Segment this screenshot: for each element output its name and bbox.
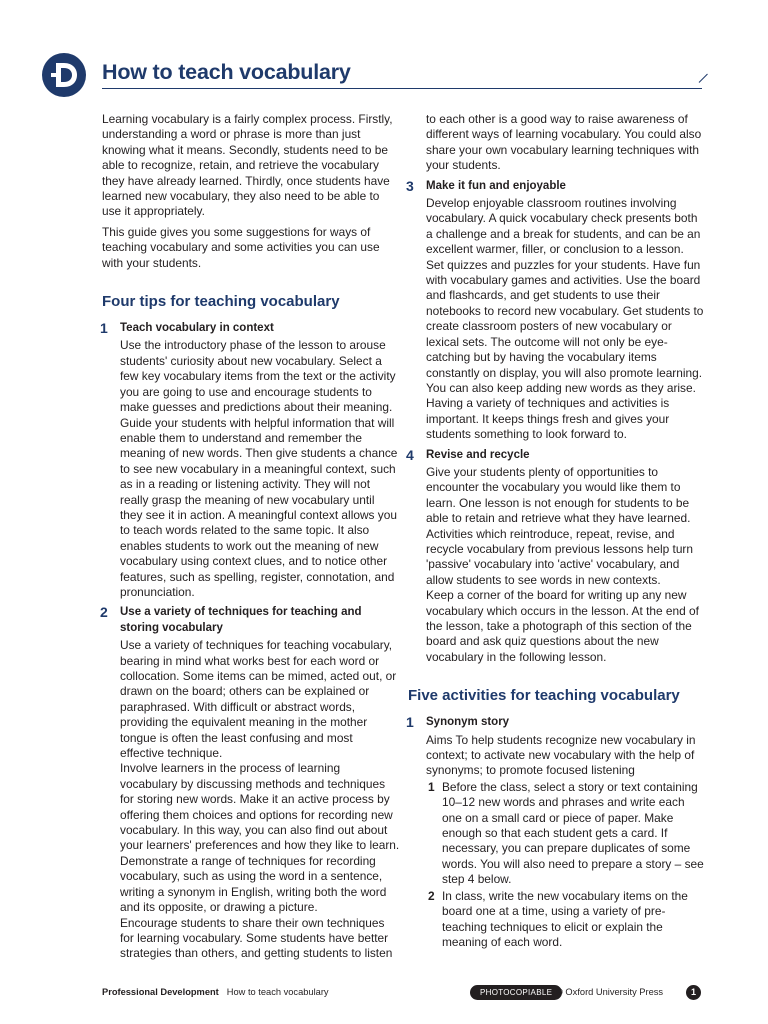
step-text: Before the class, select a story or text containing 10–12 new words and phrases and write each one on a small card or piece of paper. Make enough so that each student gets a card. If necessary, you can prepare duplicates of some words. You will also need to prepare a story – see step 4 below. bbox=[442, 779, 704, 887]
left-column bbox=[102, 112, 400, 962]
tips-heading: Four tips for teaching vocabulary bbox=[102, 293, 340, 311]
tip-paragraph: Develop enjoyable classroom routines involving vocabulary. A quick vocabulary check presents both a challenge and a break for students, and can be an excellent warmer, filler, or conclusion to a lesson. Set quizzes and puzzles for your students. Have fun with vocabulary games and activities. Use the board and flashcards, and get students to use their notebooks to record new vocabulary. Get students to create classroom posters of new vocabulary or lexical sets. The outcome will not only be eye-catching but by having the vocabulary items constantly on display, you will also promote learning. You can also keep adding new words as they arise. Having a variety of techniques and activities is important. It keeps things fresh and gives your students something to look forward to. bbox=[426, 196, 704, 442]
activity-item bbox=[408, 715, 704, 950]
footer-series-info bbox=[102, 987, 329, 997]
right-column bbox=[408, 112, 704, 950]
page-number: 1 bbox=[686, 985, 701, 1000]
activities-heading: Five activities for teaching vocabulary bbox=[408, 687, 680, 705]
activity-heading: Synonym story bbox=[426, 716, 510, 729]
tip-item bbox=[408, 179, 704, 443]
activity-aims bbox=[426, 733, 704, 779]
intro-paragraph: This guide gives you some suggestions for ways of teaching vocabulary and some activities you can use with your students. bbox=[102, 224, 380, 270]
tip-heading: Make it fun and enjoyable bbox=[426, 179, 566, 192]
tip-number: 4 bbox=[406, 446, 414, 463]
tip-paragraph: Keep a corner of the board for writing up any new vocabulary which occurs in the lesson. At the end of the lesson, take a photograph of this section of the board and ask quiz questions about the new vocabulary in the following lesson. bbox=[426, 588, 699, 664]
activity-step bbox=[428, 889, 704, 951]
activity-step bbox=[428, 780, 704, 888]
aims-text: To help students recognize new vocabulary in context; to activate new vocabulary with the help of synonyms; to promote focused listening bbox=[426, 732, 696, 778]
step-number: 2 bbox=[428, 888, 435, 903]
tip-heading: Teach vocabulary in context bbox=[120, 322, 274, 335]
publisher-logo-icon bbox=[42, 53, 86, 97]
tip-heading: Use a variety of techniques for teaching and storing vocabulary bbox=[120, 606, 362, 634]
intro-paragraph: Learning vocabulary is a fairly complex process. Firstly, understanding a word or phrase is more than just knowing what it means. Secondly, students need to be able to recognize, retain, and retrieve the vocabulary they have already learned. Thirdly, once students have learned new vocabulary, they also need to be able to use it appropriately. bbox=[102, 112, 393, 219]
aims-label: Aims bbox=[426, 732, 453, 747]
tip-heading: Revise and recycle bbox=[426, 448, 530, 461]
copyright-notice: © Oxford University Press bbox=[556, 987, 664, 997]
tip-number: 3 bbox=[406, 177, 414, 194]
step-number: 1 bbox=[428, 779, 435, 794]
step-text: In class, write the new vocabulary items on the board one at a time, using a variety of pre-teaching techniques to elicit or explain the meaning of each word. bbox=[442, 888, 688, 949]
title-rule bbox=[102, 88, 702, 89]
tip-paragraph: Give your students plenty of opportunities to encounter the vocabulary you would like them to learn. One lesson is not enough for students to be able to retain and retrieve what they have learned. Activities which reintroduce, repeat, revise, and recycle vocabulary from previous lessons help turn 'passive' vocabulary into 'active' vocabulary, and allow students to see words in new contexts. bbox=[426, 464, 693, 587]
footer-series: Professional Development bbox=[102, 987, 219, 997]
tip-paragraph: Involve learners in the process of learning vocabulary by discussing methods and techniques for storing new words. Make it an active process by offering them choices and options for recording new vocabulary. In this way, you can also find out about your learners' preferences and how they like to learn. Demonstrate a range of techniques for recording vocabulary, such as using the word in a sentence, writing a synonym in English, writing both the word and its opposite, or drawing a picture. bbox=[120, 761, 400, 915]
page-title: How to teach vocabulary bbox=[102, 60, 351, 84]
tip-paragraph: Use the introductory phase of the lesson to arouse students' curiosity about new vocabulary. Select a few key vocabulary items from the text or the activity you are going to use and encourage students to make guesses and predictions about their meaning. Guide your students with helpful information that will enable them to understand and remember the meaning of new words. Then give students a chance to see new vocabulary in a meaningful context, such as in a reading or listening activity. They will not really grasp the meaning of new vocabulary until they see it in action. A meaningful context allows you to teach words related to the same topic. It also enables students to work out the meaning of new vocabulary using context clues, and to notice other features, such as spelling, register, connotation, and pronunciation. bbox=[120, 338, 398, 599]
photocopiable-badge: PHOTOCOPIABLE bbox=[470, 985, 562, 1000]
tip-paragraph-continuation: to each other is a good way to raise awareness of different ways of learning vocabulary. You could also share your own vocabulary learning techniques with your students. bbox=[426, 112, 702, 173]
footer-doc-title: How to teach vocabulary bbox=[226, 987, 329, 997]
tip-item bbox=[102, 321, 400, 600]
tip-paragraph-continued: Encourage students to share their own techniques for learning vocabulary. Some students have better strategies than others, and getting students to listen bbox=[120, 915, 393, 961]
activity-number: 1 bbox=[406, 714, 414, 731]
tip-paragraph: Use a variety of techniques for teaching vocabulary, bearing in mind what works best for each word or collocation. Some items can be mimed, acted out, or drawn on the board; others can be explained or paraphrased. With difficult or abstract words, providing the equivalent meaning in the mother tongue is often the least confusing and most effective technique. bbox=[120, 638, 397, 761]
tip-item bbox=[102, 605, 400, 961]
page-footer bbox=[0, 984, 768, 1002]
tip-number: 2 bbox=[100, 604, 108, 621]
tip-number: 1 bbox=[100, 320, 108, 337]
tip-item-continued bbox=[408, 112, 704, 174]
tip-item bbox=[408, 448, 704, 666]
title-rule-tick bbox=[699, 74, 708, 83]
